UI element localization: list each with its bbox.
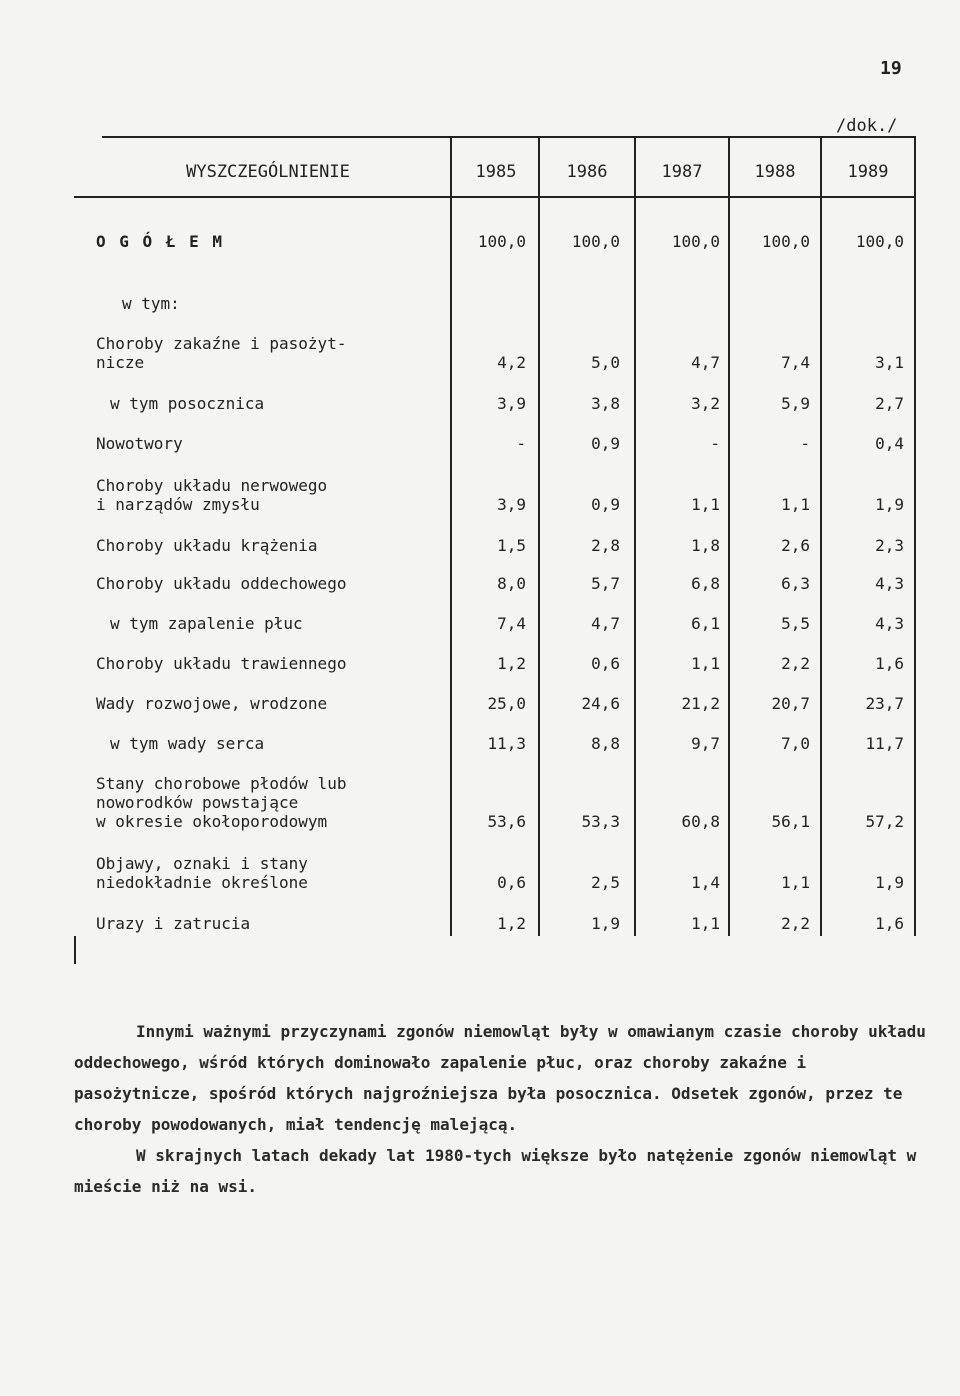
cell-value: 1,6 — [875, 914, 904, 933]
row-label: w tym: — [122, 294, 180, 313]
continuation-note: /dok./ — [836, 116, 898, 136]
cell-value: 1,9 — [875, 873, 904, 892]
row-label: Choroby układu nerwowego i narządów zmysłu — [96, 476, 328, 514]
cell-value: 1,2 — [497, 654, 526, 673]
row-label: Choroby układu oddechowego — [96, 574, 347, 593]
cell-value: 53,6 — [487, 812, 526, 831]
row-label: Choroby zakaźne i pasożyt- nicze — [96, 334, 347, 372]
cell-value: 4,7 — [691, 353, 720, 372]
cell-value: 8,8 — [591, 734, 620, 753]
cell-value: 7,4 — [781, 353, 810, 372]
cell-value: 6,8 — [691, 574, 720, 593]
cell-value: 1,9 — [591, 914, 620, 933]
header-year: 1988 — [754, 162, 796, 182]
cell-value: 25,0 — [487, 694, 526, 713]
cell-value: 60,8 — [681, 812, 720, 831]
cell-value: 1,8 — [691, 536, 720, 555]
cell-value: 1,4 — [691, 873, 720, 892]
cell-value: 57,2 — [865, 812, 904, 831]
cell-value: - — [710, 434, 720, 453]
row-label: w tym zapalenie płuc — [110, 614, 303, 633]
cell-value: 2,6 — [781, 536, 810, 555]
cell-value: 100,0 — [571, 232, 620, 251]
cell-value: 8,0 — [497, 574, 526, 593]
col-divider — [914, 136, 916, 936]
cell-value: 100,0 — [671, 232, 720, 251]
body-text — [74, 1016, 934, 1202]
row-label: Choroby układu trawiennego — [96, 654, 347, 673]
table-header — [74, 148, 916, 196]
cell-value: 100,0 — [477, 232, 526, 251]
cell-value: 6,1 — [691, 614, 720, 633]
statistics-table — [74, 136, 916, 964]
row-label: Nowotwory — [96, 434, 183, 453]
cell-value: 1,5 — [497, 536, 526, 555]
row-label: Urazy i zatrucia — [96, 914, 251, 933]
row-label: Wady rozwojowe, wrodzone — [96, 694, 328, 713]
cell-value: 1,1 — [781, 873, 810, 892]
cell-value: 2,8 — [591, 536, 620, 555]
cell-value: 0,9 — [591, 434, 620, 453]
cell-value: 56,1 — [771, 812, 810, 831]
cell-value: 2,7 — [875, 394, 904, 413]
header-label: WYSZCZEGÓLNIENIE — [186, 162, 350, 182]
cell-value: 2,2 — [781, 654, 810, 673]
cell-value: 3,2 — [691, 394, 720, 413]
cell-value: 23,7 — [865, 694, 904, 713]
cell-value: 5,7 — [591, 574, 620, 593]
cell-value: 24,6 — [581, 694, 620, 713]
header-year: 1989 — [847, 162, 889, 182]
cell-value: 2,2 — [781, 914, 810, 933]
cell-value: 100,0 — [761, 232, 810, 251]
cell-value: 7,4 — [497, 614, 526, 633]
cell-value: 1,1 — [691, 495, 720, 514]
cell-value: 11,3 — [487, 734, 526, 753]
header-year: 1985 — [475, 162, 517, 182]
paragraph: W skrajnych latach dekady lat 1980-tych większe było natężenie zgonów niemowląt w mieście niż na wsi. — [74, 1146, 917, 1196]
cell-value: 4,3 — [875, 574, 904, 593]
row-label: w tym wady serca — [110, 734, 265, 753]
cell-value: 5,9 — [781, 394, 810, 413]
row-label: Choroby układu krążenia — [96, 536, 318, 555]
cell-value: 4,3 — [875, 614, 904, 633]
page-number: 19 — [880, 58, 902, 79]
cell-value: - — [516, 434, 526, 453]
row-label: Objawy, oznaki i stany niedokładnie określone — [96, 854, 308, 892]
cell-value: 3,9 — [497, 394, 526, 413]
cell-value: 0,9 — [591, 495, 620, 514]
cell-value: 1,1 — [691, 654, 720, 673]
cell-value: 1,1 — [691, 914, 720, 933]
cell-value: 4,2 — [497, 353, 526, 372]
cell-value: 3,1 — [875, 353, 904, 372]
cell-value: 1,9 — [875, 495, 904, 514]
cell-value: 2,3 — [875, 536, 904, 555]
cell-value: 2,5 — [591, 873, 620, 892]
table-top-rule — [102, 136, 916, 138]
cell-value: 1,2 — [497, 914, 526, 933]
row-label: Stany chorobowe płodów lub noworodków powstające w okresie okołoporodowym — [96, 774, 347, 831]
cell-value: 1,6 — [875, 654, 904, 673]
cell-value: 21,2 — [681, 694, 720, 713]
col-divider — [820, 136, 822, 936]
cell-value: 0,6 — [497, 873, 526, 892]
cell-value: 5,0 — [591, 353, 620, 372]
cell-value: 1,1 — [781, 495, 810, 514]
header-year: 1986 — [566, 162, 608, 182]
cell-value: 9,7 — [691, 734, 720, 753]
row-label: O G Ó Ł E M — [96, 232, 224, 251]
cell-value: 53,3 — [581, 812, 620, 831]
cell-value: 100,0 — [855, 232, 904, 251]
cell-value: 3,8 — [591, 394, 620, 413]
header-bottom-rule — [74, 196, 916, 198]
cell-value: 6,3 — [781, 574, 810, 593]
row-label: w tym posocznica — [110, 394, 265, 413]
cell-value: 4,7 — [591, 614, 620, 633]
cell-value: - — [800, 434, 810, 453]
header-year: 1987 — [661, 162, 703, 182]
cell-value: 3,9 — [497, 495, 526, 514]
cell-value: 20,7 — [771, 694, 810, 713]
cell-value: 7,0 — [781, 734, 810, 753]
table-left-edge — [74, 936, 76, 964]
col-divider — [634, 136, 636, 936]
cell-value: 0,6 — [591, 654, 620, 673]
cell-value: 11,7 — [865, 734, 904, 753]
paragraph: Innymi ważnymi przyczynami zgonów niemowląt były w omawianym czasie choroby układu oddechowego, wśród których dominowało zapalenie płuc, oraz choroby zakaźne i pasożytnicze, spośród których najgroźniejsza była posocznica. Odsetek zgonów, przez te choroby powodowanych, miał tendencję malejącą. — [74, 1022, 926, 1134]
cell-value: 5,5 — [781, 614, 810, 633]
cell-value: 0,4 — [875, 434, 904, 453]
